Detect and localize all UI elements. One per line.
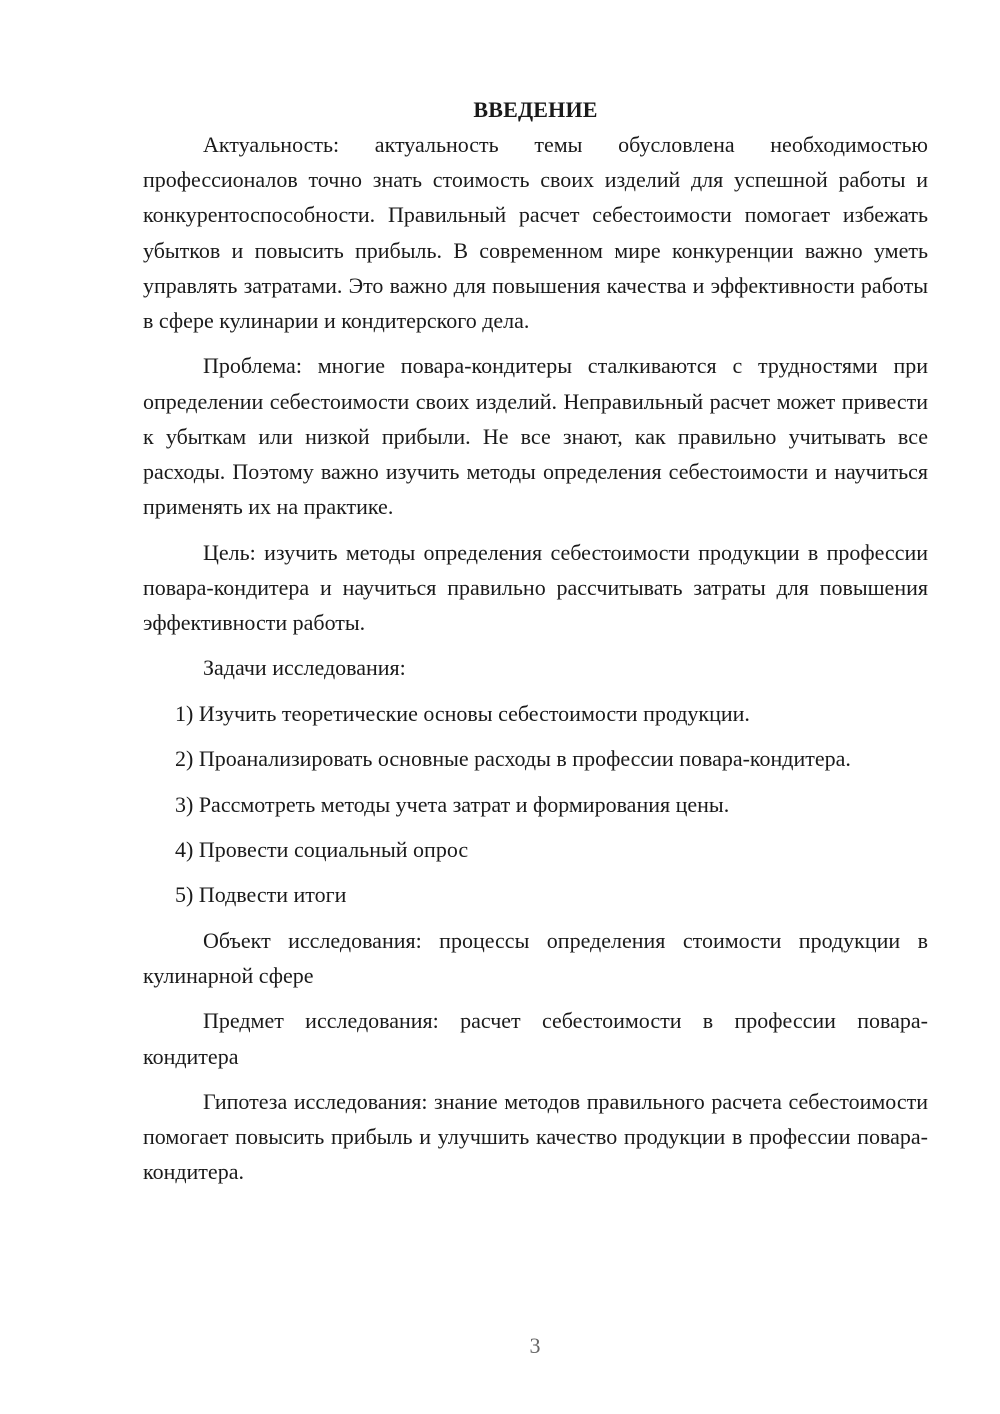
paragraph-object: Объект исследования: процессы определения стоимости продукции в кулинарной сфере <box>143 927 928 988</box>
paragraph-subject: Предмет исследования: расчет себестоимости в профессии повара-кондитера <box>143 1008 928 1069</box>
task-item-2: 2) Проанализировать основные расходы в профессии повара-кондитера. <box>175 746 851 772</box>
paragraph-relevance: Актуальность: актуальность темы обусловлена необходимостью профессионалов точно знать стоимость своих изделий для успешной работы и конкурентоспособности. Правильный расчет себестоимости помогает избежать убытков и повысить прибыль. В современном мире конкуренции важно уметь управлять затратами. Это важно для повышения качества и эффективности работы в сфере кулинарии и кондитерского дела. <box>143 132 928 334</box>
page-number: 3 <box>529 1333 541 1358</box>
task-item-4: 4) Провести социальный опрос <box>175 836 469 862</box>
task-item-1: 1) Изучить теоретические основы себестоимости продукции. <box>175 700 750 726</box>
page-content <box>143 92 928 1200</box>
paragraph-tasks-heading: Задачи исследования: <box>203 655 406 681</box>
section-title: ВВЕДЕНИЕ <box>473 97 598 122</box>
paragraph-hypothesis: Гипотеза исследования: знание методов правильного расчета себестоимости помогает повысить прибыль и улучшить качество продукции в профессии повара-кондитера. <box>143 1088 928 1185</box>
paragraph-goal: Цель: изучить методы определения себестоимости продукции в профессии повара-кондитера и научиться правильно рассчитывать затраты для повышения эффективности работы. <box>143 539 928 636</box>
task-item-5: 5) Подвести итоги <box>175 882 347 908</box>
paragraph-problem: Проблема: многие повара-кондитеры сталкиваются с трудностями при определении себестоимости своих изделий. Неправильный расчет может привести к убыткам или низкой прибыли. Не все знают, как правильно учитывать все расходы. Поэтому важно изучить методы определения себестоимости и научиться применять их на практике. <box>143 353 928 520</box>
task-item-3: 3) Рассмотреть методы учета затрат и формирования цены. <box>175 791 730 817</box>
